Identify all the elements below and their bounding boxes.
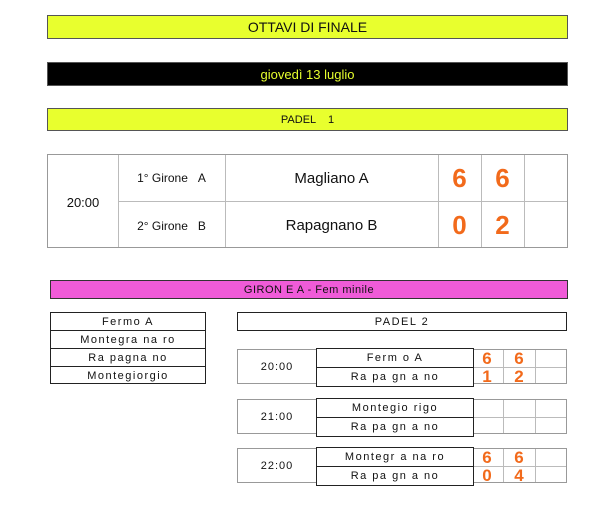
teams-box [316,398,474,437]
away-set2: 4 [514,465,524,485]
home-team: Montegr a na ro [317,448,473,467]
home-set1 [471,400,503,417]
round-title-bar [47,15,568,39]
home-team: Montegio rigo [317,399,473,418]
score-set1: 0 [452,210,467,240]
group-letter: A [197,171,206,185]
match-date: giovedì 13 luglio [260,66,355,82]
home-set2: 6 [514,348,524,368]
list-item: Ra pagna no [51,349,205,367]
list-item: Montegra na ro [51,331,205,349]
away-set1: 0 [482,465,492,485]
match-time: 20:00 [260,360,294,373]
match-time: 22:00 [260,459,294,472]
score-set2: 2 [495,210,510,240]
group-title-bar [50,280,568,299]
score-set1: 6 [452,162,467,193]
home-set2: 6 [514,447,524,467]
group-team-list [50,312,206,384]
score-set2: 6 [495,162,510,193]
away-team: Ra pa gn a no [350,469,440,482]
date-bar [47,62,568,86]
home-set2 [503,400,535,417]
away-set2 [503,418,535,435]
away-team: Ra pa gn a no [350,370,440,383]
away-set1 [471,418,503,435]
away-set1: 1 [482,366,492,386]
group-title: GIRON E A - Fem minile [243,283,375,296]
match-time: 21:00 [260,410,294,423]
court-bar [47,108,568,131]
match-block-2 [237,399,567,434]
team-name: Rapagnano B [285,217,378,234]
group-letter: B [197,218,206,233]
group-cell-2 [118,202,225,249]
main-match-table [47,154,568,248]
teams-box [316,348,474,387]
court2-bar [237,312,567,331]
away-set2: 2 [514,366,524,386]
away-team: Ra pa gn a no [350,420,440,433]
list-item: Montegiorgio [87,370,169,382]
group-label: 1° Girone [137,171,188,185]
match-time: 20:00 [66,194,100,210]
court2-label: PADEL 2 [374,315,430,328]
list-item: Fermo A [51,313,205,331]
match-block-3 [237,448,567,483]
court-label: PADEL 1 [280,113,335,126]
teams-box [316,447,474,486]
home-team: Ferm o A [317,349,473,368]
round-title: OTTAVI DI FINALE [247,19,368,35]
team-name: Magliano A [294,169,369,187]
match-block-1 [237,349,567,384]
group-label: 2° Girone [137,218,188,233]
group-cell-1 [118,155,225,201]
home-set1: 6 [482,348,492,368]
home-set1: 6 [482,447,492,467]
